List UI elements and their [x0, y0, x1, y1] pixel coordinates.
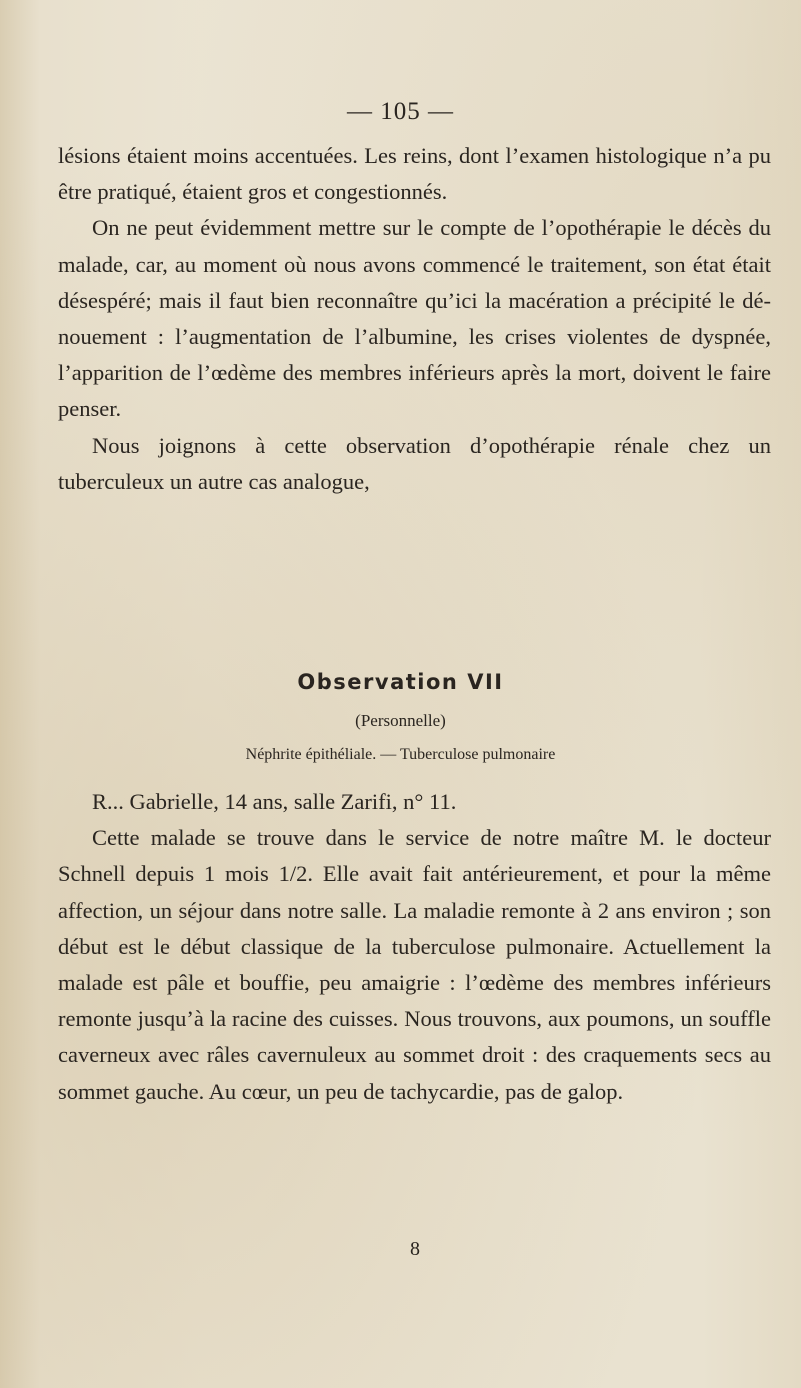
- text-section-observation: [58, 784, 771, 1110]
- signature-mark: 8: [410, 1238, 420, 1260]
- page-number: — 105 —: [347, 98, 454, 125]
- observation-description: Néphrite épithéliale. — Tuberculose pulmonaire: [245, 746, 556, 763]
- observation-title: Observation VII: [297, 670, 504, 694]
- paragraph: Cette malade se trouve dans le service de notre maître M. le docteur Schnell depuis 1 mois 1/2. Elle avait fait antérieurement, et pour la même affection, un séjour dans notre salle. La maladie remonte à 2 ans environ ; son début est le début classique de la tuberculose pulmonaire. Actuellement la malade est pâle et bouffie, peu amaigrie : l’œdème des membres inférieurs remonte jusqu’à la racine des cuisses. Nous trouvons, aux poumons, un souffle caverneux avec râles cavernuleux au sommet droit : des craquements secs au sommet gauche. Au cœur, un peu de tachycardie, pas de galop.: [58, 825, 771, 1104]
- paragraph: On ne peut évidemment mettre sur le compte de l’opothérapie le décès du malade, car, au moment où nous avons commencé le traitement, son état était désespéré; mais il faut bien reconnaître qu’ici la macération a précipité le dénouement : l’augmentation de l’albumine, les crises violentes de dyspnée, l’apparition de l’œdème des membres inférieurs après la mort, doivent le faire penser.: [58, 215, 771, 422]
- observation-subtitle: (Personnelle): [355, 711, 446, 730]
- paragraph: lésions étaient moins accentuées. Les reins, dont l’examen histologique n’a pu être pratiqué, étaient gros et congestionnés.: [58, 143, 771, 205]
- paragraph: Nous joignons à cette observation d’opothérapie rénale chez un tuberculeux un autre cas analogue,: [58, 432, 771, 494]
- text-section-intro: [58, 138, 771, 500]
- observation-heading: [0, 668, 801, 766]
- paragraph: R... Gabrielle, 14 ans, salle Zarifi, n° 11.: [92, 789, 457, 814]
